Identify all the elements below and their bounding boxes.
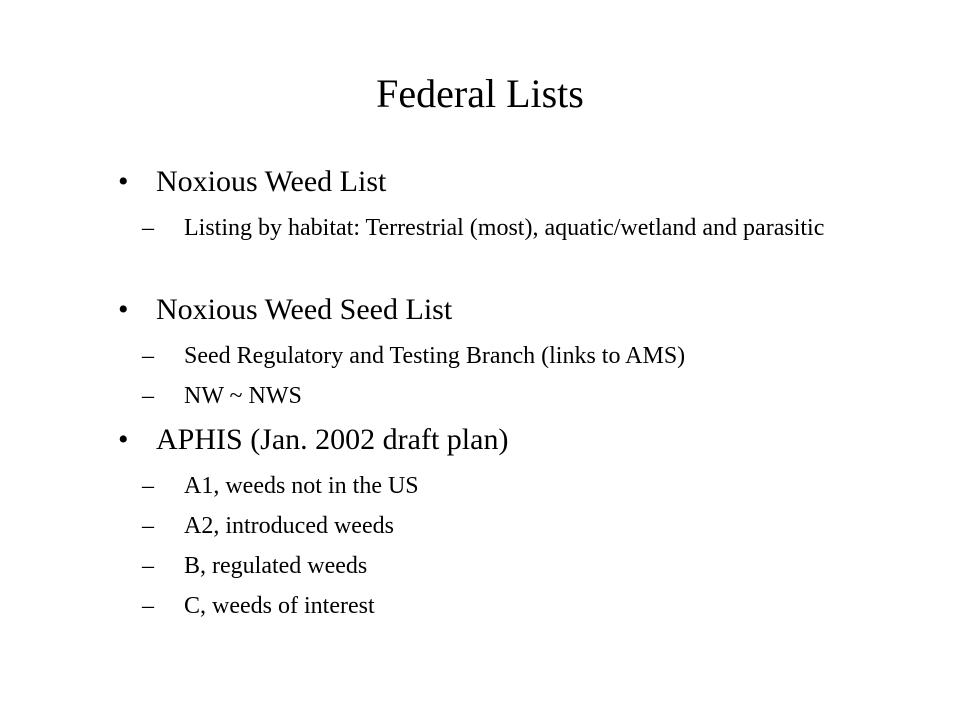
- sub-bullet-item: [142, 472, 858, 500]
- sub-bullet-text: Listing by habitat: Terrestrial (most), aquatic/wetland and parasitic: [184, 215, 825, 241]
- sub-bullet-item: [142, 342, 858, 370]
- sub-bullet-item: [142, 592, 858, 620]
- sub-bullet-text: NW ~ NWS: [184, 383, 302, 409]
- sub-bullet-item: [142, 382, 858, 410]
- sub-list: [118, 214, 858, 242]
- sub-bullet-text: B, regulated weeds: [184, 553, 368, 579]
- bullet-marker: •: [118, 293, 129, 326]
- sub-bullet-marker: –: [142, 553, 154, 579]
- slide-title: Federal Lists: [376, 71, 584, 116]
- section-noxious-weed-list: [118, 162, 858, 242]
- sub-bullet-marker: –: [142, 383, 154, 409]
- sub-bullet-marker: –: [142, 215, 154, 241]
- bullet-text: APHIS (Jan. 2002 draft plan): [156, 423, 509, 456]
- section-aphis-draft-plan: [118, 420, 858, 620]
- sub-bullet-text: A1, weeds not in the US: [184, 473, 419, 499]
- bullet-marker: •: [118, 423, 129, 456]
- sub-bullet-marker: –: [142, 343, 154, 369]
- bullet-marker: •: [118, 165, 129, 198]
- sub-bullet-item: [142, 512, 858, 540]
- sub-bullet-marker: –: [142, 593, 154, 619]
- sub-list: [118, 342, 858, 410]
- sub-bullet-item: [142, 552, 858, 580]
- bullet-item: [118, 290, 858, 330]
- bullet-item: [118, 162, 858, 202]
- bullet-text: Noxious Weed Seed List: [156, 293, 453, 326]
- sub-bullet-text: C, weeds of interest: [184, 593, 375, 619]
- sub-bullet-text: Seed Regulatory and Testing Branch (links to AMS): [184, 343, 686, 369]
- sub-bullet-marker: –: [142, 513, 154, 539]
- sub-bullet-item: [142, 214, 858, 242]
- sub-bullet-marker: –: [142, 473, 154, 499]
- bullet-text: Noxious Weed List: [156, 165, 387, 198]
- section-noxious-weed-seed-list: [118, 290, 858, 410]
- bullet-item: [118, 420, 858, 460]
- sub-list: [118, 472, 858, 620]
- sub-bullet-text: A2, introduced weeds: [184, 513, 394, 539]
